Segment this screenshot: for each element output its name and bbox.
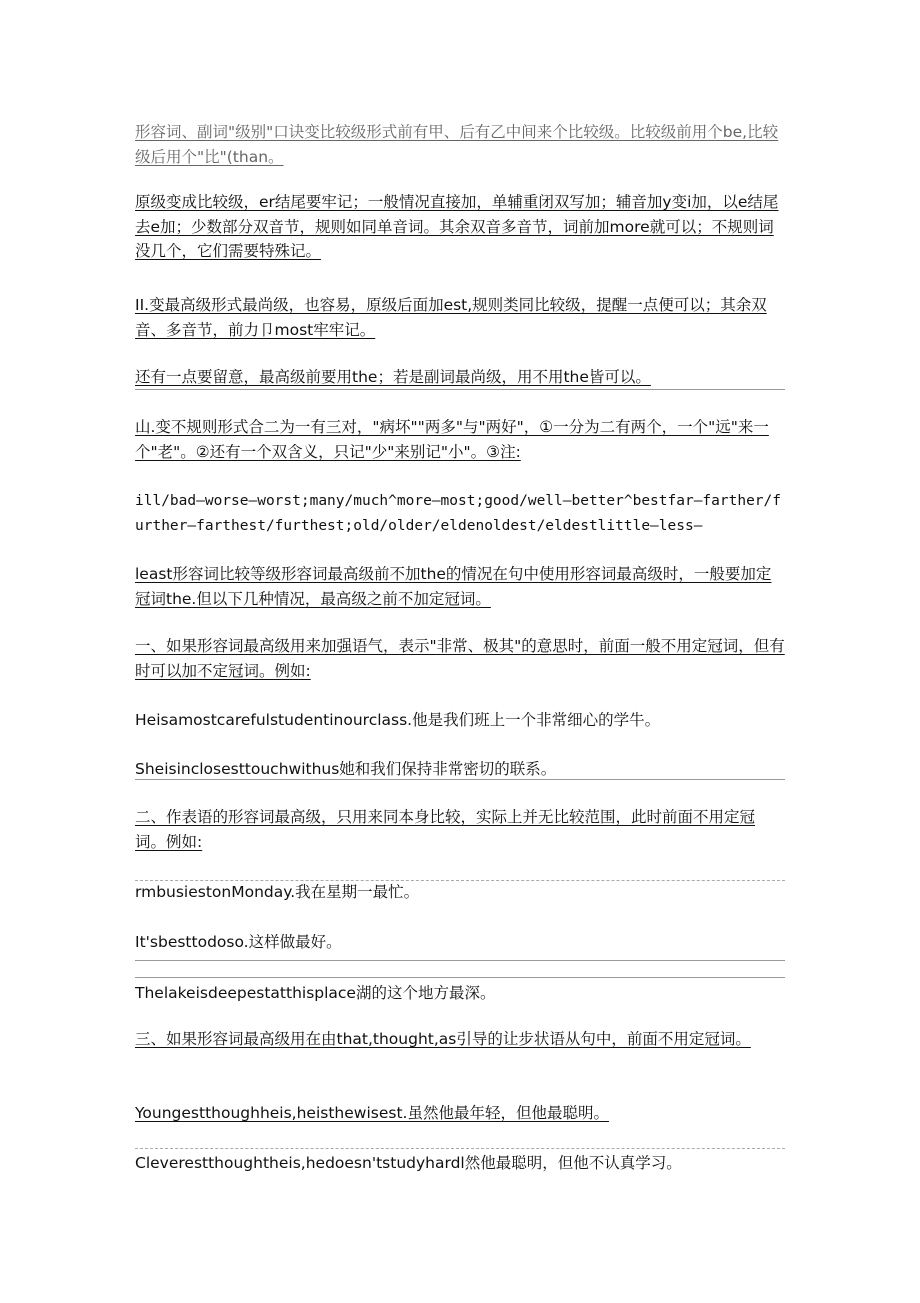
- divider-line: [135, 960, 785, 961]
- paragraph-superlative-the: 还有一点要留意，最高级前要用the；若是副词最尚级，用不用the皆可以。: [135, 368, 651, 386]
- divider-line: [135, 1148, 785, 1149]
- paragraph-rule-three: 三、如果形容词最高级用在由that,thought,as引导的让步状语从句中，前面不用定冠词。: [135, 1030, 751, 1048]
- example-sentence: Cleverestthoughtheis,hedoesn'tstudyhardl然他最聪明，但他不认真学习。: [135, 1154, 682, 1172]
- example-sentence: Heisamostcarefulstudentinourclass.他是我们班上一个非常细心的学牛。: [135, 711, 661, 729]
- paragraph-rule-one: 一、如果形容词最高级用来加强语气，表示"非常、极其"的意思时，前面一般不用定冠词，但有时可以加不定冠词。例如:: [135, 637, 785, 680]
- example-sentence: It'sbesttodoso.这样做最好。: [135, 933, 342, 951]
- paragraph-comparative-rules: 原级变成比较级，er结尾要牢记；一般情况直接加，单辅重闭双写加；辅音加y变i加，以e结尾去e加；少数部分双音节，规则如同单音词。其余双音多音节，词前加more就可以；不规则词没几个，它们需要特殊记。: [135, 193, 779, 260]
- paragraph-rule-two: 二、作表语的形容词最高级，只用来同本身比较，实际上并无比较范围，此时前面不用定冠词。例如:: [135, 808, 756, 851]
- example-sentence: Sheisinclosesttouchwithus她和我们保持非常密切的联系。: [135, 760, 557, 778]
- divider-line: [135, 779, 785, 780]
- paragraph-irregular-list: ill/bad—worse—worst;many/much^more—most;good/well—better^bestfar—farther/further—farthest/furthest;old/older/eldenoldest/eldestlittle—less—: [135, 493, 782, 534]
- paragraph-no-article-intro: least形容词比较等级形容词最高级前不加the的情况在句中使用形容词最高级时，一般要加定冠词the.但以下几种情况，最高级之前不加定冠词。: [135, 565, 772, 608]
- paragraph-irregular-forms: 山.变不规则形式合二为一有三对，"病坏""两多"与"两好"，①一分为二有两个，一个"远"来一个"老"。②还有一个双含义，只记"少"来别记"小"。③注:: [135, 418, 769, 461]
- divider-line: [135, 977, 785, 978]
- paragraph-superlative-rules: II.变最高级形式最尚级，也容易，原级后面加est,规则类同比较级，提醒一点便可以；其余双音、多音节，前力卩most牢牢记。: [135, 296, 767, 339]
- paragraph-comparative-rhyme: 形容词、副词"级别"口诀变比较级形式前有甲、后有乙中间来个比较级。比较级前用个be,比较级后用个"比"(than。: [135, 123, 779, 166]
- example-sentence: Youngestthoughheis,heisthewisest.虽然他最年轻，但他最聪明。: [135, 1104, 609, 1122]
- example-sentence: Thelakeisdeepestatthisplace湖的这个地方最深。: [135, 984, 496, 1002]
- example-sentence: rmbusiestonMonday.我在星期一最忙。: [135, 883, 420, 901]
- divider-line: [135, 389, 785, 390]
